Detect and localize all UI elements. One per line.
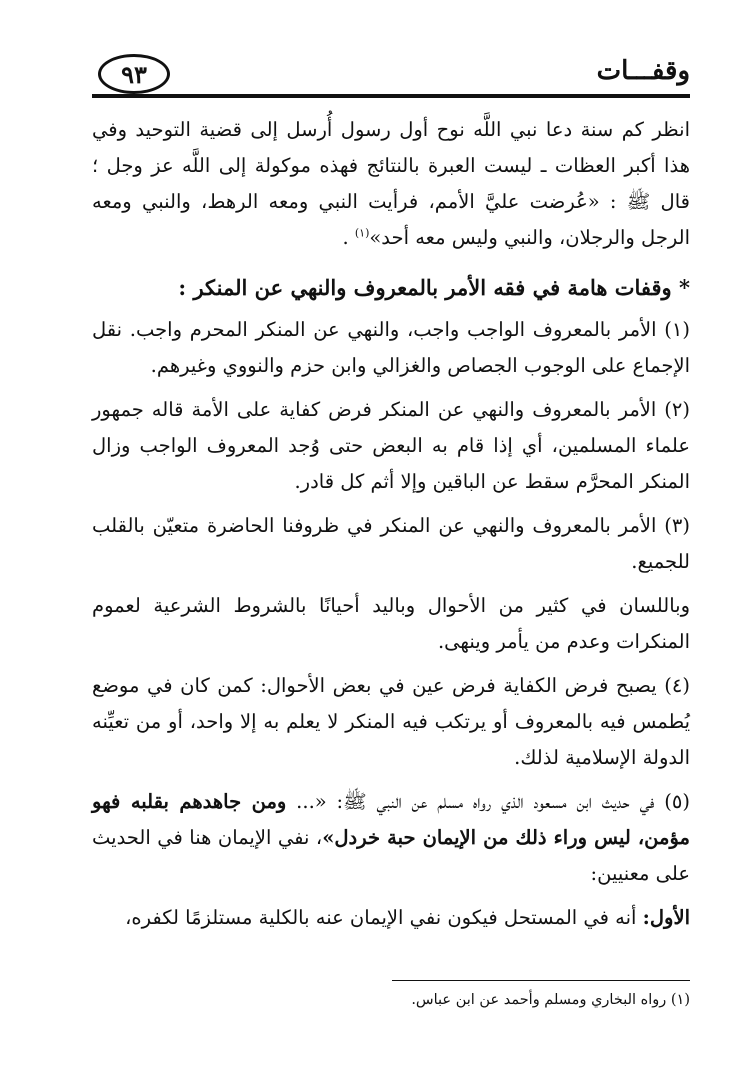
point-1: (١) الأمر بالمعروف الواجب واجب، والنهي عن المنكر المحرم واجب. نقل الإجماع على الوجوب الجصاص والغزالي وابن حزم والنووي وغيرهم. xyxy=(92,318,690,377)
point-5 xyxy=(92,784,690,892)
point-5-intro: (٥) في حديث ابن مسعود الذي رواه مسلم عن النبي ﷺ: «... xyxy=(286,790,690,813)
paragraph-intro-end: . xyxy=(342,226,355,249)
meaning-first-lead: الأول: xyxy=(642,906,690,929)
footnote: (١) رواه البخاري ومسلم وأحمد عن ابن عباس. xyxy=(411,992,690,1008)
header-rule xyxy=(92,94,690,98)
page-number xyxy=(98,54,170,94)
page-number-text: ٩٣ xyxy=(121,59,147,89)
footnote-marker: (١) xyxy=(354,226,370,240)
point-3-continued: وباللسان في كثير من الأحوال وباليد أحيانًا بالشروط الشرعية لعموم المنكرات وعدم من يأمر وينهى. xyxy=(92,594,690,653)
section-heading: * وقفات هامة في فقه الأمر بالمعروف والنهي عن المنكر : xyxy=(178,275,690,300)
meaning-first xyxy=(92,900,690,936)
point-4: (٤) يصبح فرض الكفاية فرض عين في بعض الأحوال: كمن كان في موضع يُطمس فيه بالمعروف أو يرتكب فيه المنكر لا يعلم به إلا واحد، أو من تعيِّنه الدولة الإسلامية لذلك. xyxy=(92,674,690,769)
paragraph-intro-text: انظر كم سنة دعا نبي اللَّه نوح أول رسول أُرسل إلى قضية التوحيد وفي هذا أكبر العظات ـ ليست العبرة بالنتائج فهذه موكولة إلى اللَّه عز وجل ؛ قال ﷺ : «عُرضت عليَّ الأمم، فرأيت النبي ومعه الرهط، والنبي ومعه الرجل والرجلان، والنبي وليس معه أحد» xyxy=(92,118,690,249)
point-3: (٣) الأمر بالمعروف والنهي عن المنكر في ظروفنا الحاضرة متعيّن بالقلب للجميع. xyxy=(92,514,690,573)
footnote-rule xyxy=(392,980,690,981)
point-2: (٢) الأمر بالمعروف والنهي عن المنكر فرض كفاية على الأمة قاله جمهور علماء المسلمين، أي إذا قام به البعض حتى وُجد المعروف الواجب وزال المنكر المحرَّم سقط عن الباقين وإلا أثم كل قادر. xyxy=(92,398,690,493)
point-5-end: ، نفي الإيمان هنا في الحديث على معنيين: xyxy=(92,826,690,885)
meaning-first-text: أنه في المستحل فيكون نفي الإيمان عنه بالكلية مستلزمًا لكفره، xyxy=(125,906,643,929)
page-header xyxy=(92,50,690,98)
running-title: وقفـــات xyxy=(596,56,690,86)
paragraph-intro xyxy=(92,112,690,256)
page-body xyxy=(92,112,690,944)
hadith-quote: ومن جاهدهم بقلبه فهو مؤمن، ليس وراء ذلك من الإيمان حبة خردل» xyxy=(92,790,690,849)
